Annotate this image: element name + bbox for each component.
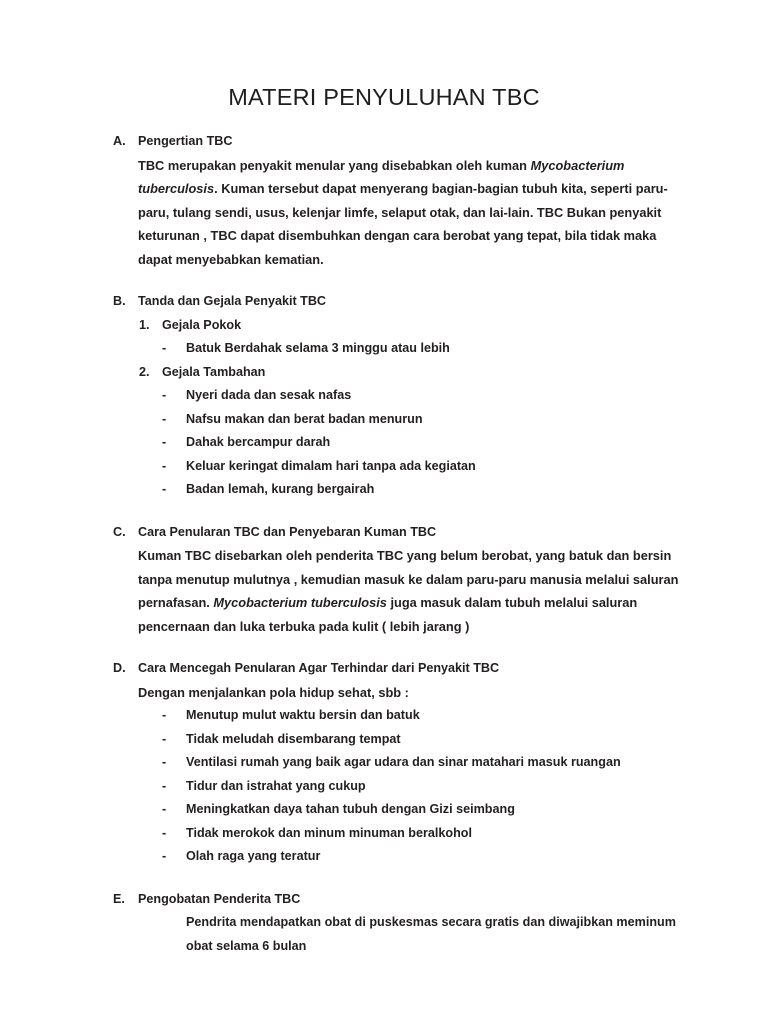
list-item-label: Badan lemah, kurang bergairah [186,482,375,496]
dash-marker-icon: - [162,482,167,496]
section-d-intro: Dengan menjalankan pola hidup sehat, sbb : [138,684,409,700]
list-item [0,337,768,361]
dash-marker-icon: - [162,341,167,355]
section-d [0,657,768,869]
section-a-text-pre: TBC merupakan penyakit menular yang disebabkan oleh kuman [138,157,531,173]
section-b-sub-2-number: 2. [139,364,150,379]
section-a-species-name: Mycobacterium tuberculosis [138,157,625,196]
section-a-heading-text: Pengertian TBC [138,134,233,148]
document-body [0,130,768,958]
section-e [0,888,768,959]
section-c-species-name: Mycobacterium tuberculosis [213,595,387,610]
list-item [0,845,768,869]
section-b-sub-1-label: Gejala Pokok [162,317,242,332]
section-c-heading [0,521,768,545]
list-item [0,751,768,775]
dash-marker-icon: - [162,778,167,793]
list-item [0,478,768,502]
section-c-heading-text: Cara Penularan TBC dan Penyebaran Kuman TBC [138,524,437,539]
list-item-label: Tidak meludah disembarang tempat [186,731,401,746]
list-item [0,822,768,846]
section-a-heading [0,130,768,154]
section-a [0,130,768,271]
dash-marker-icon: - [162,755,167,769]
section-d-heading [0,657,768,681]
list-item-label: Ventilasi rumah yang baik agar udara dan sinar matahari masuk ruangan [186,755,621,769]
section-d-letter: D. [113,661,126,675]
list-item [0,728,768,752]
dash-marker-icon: - [162,731,167,746]
section-b [0,290,768,502]
list-item-label: Keluar keringat dimalam hari tanpa ada kegiatan [186,458,476,473]
list-item-label: Tidak merokok dan minum minuman beralkohol [186,825,472,840]
section-e-heading-text: Pengobatan Penderita TBC [138,891,301,906]
dash-marker-icon: - [162,435,167,449]
list-item-label: Nyeri dada dan sesak nafas [186,388,352,402]
section-b-heading [0,290,768,314]
section-c-letter: C. [113,524,126,539]
dash-marker-icon: - [162,849,167,863]
list-item [0,704,768,728]
section-e-letter: E. [113,891,125,906]
section-a-letter: A. [113,134,126,148]
list-item [0,798,768,822]
section-b-heading-text: Tanda dan Gejala Penyakit TBC [138,294,327,308]
section-b-sub-2-label: Gejala Tambahan [162,364,266,379]
section-c-text-pre: Kuman TBC disebarkan oleh penderita TBC yang belum berobat, yang batuk dan bersin tanpa menutup mulutnya , kemudian masuk ke dalam paru-paru manusia melalui saluran pernafasan. [138,548,679,610]
list-item [0,455,768,479]
section-c-text-post: juga masuk dalam tubuh melalui saluran pencernaan dan luka terbuka pada kulit ( lebih jarang ) [138,595,638,634]
section-a-text-post: . Kuman tersebut dapat menyerang bagian-bagian tubuh kita, seperti paru-paru, tulang sendi, usus, kelenjar limfe, selaput otak, dan lai-lain. TBC Bukan penyakit keturunan , TBC dapat disembuhkan dengan cara berobat yang tepat, bila tidak maka dapat menyebabkan kematian. [138,181,668,267]
section-b-letter: B. [113,294,126,308]
page-title: MATERI PENYULUHAN TBC [228,84,540,110]
dash-marker-icon: - [162,708,167,722]
section-d-heading-text: Cara Mencegah Penularan Agar Terhindar dari Penyakit TBC [138,661,500,675]
section-b-sub-1 [0,314,768,338]
dash-marker-icon: - [162,411,167,426]
dash-marker-icon: - [162,388,167,402]
section-c-paragraph [0,544,768,638]
section-a-paragraph [0,154,768,272]
dash-marker-icon: - [162,458,167,473]
dash-marker-icon: - [162,825,167,840]
list-item-label: Menutup mulut waktu bersin dan batuk [186,708,420,722]
section-e-heading [0,888,768,912]
list-item-label: Dahak bercampur darah [186,435,331,449]
list-item-label: Nafsu makan dan berat badan menurun [186,411,423,426]
list-item-label: Olah raga yang teratur [186,849,321,863]
section-b-sub-2 [0,361,768,385]
list-item-label: Tidur dan istrahat yang cukup [186,778,366,793]
list-item-label: Meningkatkan daya tahan tubuh dengan Gizi seimbang [186,802,515,816]
list-item [0,775,768,799]
list-item-label: Batuk Berdahak selama 3 minggu atau lebih [186,341,450,355]
dash-marker-icon: - [162,802,167,816]
list-item [0,408,768,432]
section-c [0,521,768,639]
section-b-sub-1-number: 1. [139,317,150,332]
section-e-paragraph: Pendrita mendapatkan obat di puskesmas secara gratis dan diwajibkan meminum obat selama 6 bulan [186,915,676,953]
list-item [0,384,768,408]
list-item [0,431,768,455]
